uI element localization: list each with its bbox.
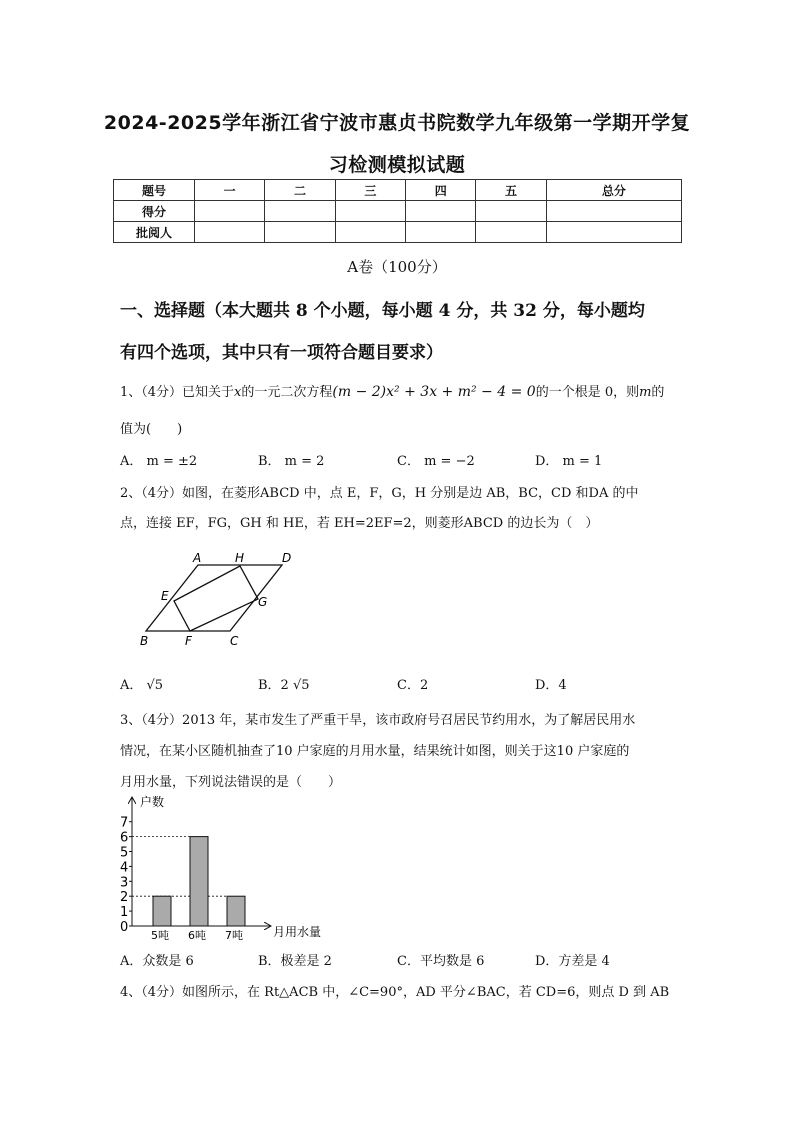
- score-cell: [406, 201, 476, 222]
- score-table-header-cell: 五: [476, 180, 546, 201]
- q1-equation: (m − 2)x² + 3x + m² − 4 = 0: [332, 384, 536, 400]
- score-cell: [406, 222, 476, 243]
- label-a: A: [193, 551, 202, 565]
- bars: [153, 837, 245, 926]
- q4-line1: 4、（4分）如图所示，在 Rt△ACB 中，∠C=90°，AD 平分∠BAC，若 CD=6，则点 D 到 AB: [120, 985, 670, 1000]
- label-h: H: [235, 551, 245, 565]
- water-usage-bar-chart: [110, 792, 350, 947]
- score-cell: [195, 222, 265, 243]
- label-g: G: [258, 595, 268, 609]
- score-cell: [265, 201, 335, 222]
- score-cell: [546, 201, 681, 222]
- label-b: B: [140, 634, 149, 648]
- y-tick-label: 1: [120, 905, 129, 921]
- section-a-heading: A卷（100分）: [347, 258, 447, 276]
- score-table-header-cell: 总分: [546, 180, 681, 201]
- y-tick-label: 0: [120, 920, 129, 935]
- q2-line2: 点，连接 EF，FG，GH 和 HE，若 EH=2EF=2，则菱形ABCD 的边长为（ ）: [120, 516, 599, 531]
- q2-line1: 2、（4分）如图，在菱形ABCD 中，点 E，F，G，H 分别是边 AB，BC，CD 和DA 的中: [120, 486, 639, 501]
- score-cell: [546, 222, 681, 243]
- y-tick-label: 7: [120, 815, 129, 831]
- score-table: [113, 179, 682, 243]
- x-tick-label: 5吨: [151, 929, 169, 942]
- score-table-header-cell: 四: [406, 180, 476, 201]
- q3-option-c: C．平均数是 6: [397, 954, 485, 969]
- score-cell: [195, 201, 265, 222]
- score-table-row-label: 批阅人: [114, 222, 195, 243]
- q2-option-d: D．4: [535, 678, 567, 693]
- score-table-header-cell: 题号: [114, 180, 195, 201]
- score-table-row: [114, 222, 682, 243]
- bar-6吨: [190, 837, 208, 926]
- score-table-header-cell: 三: [335, 180, 405, 201]
- y-tick-label: 3: [120, 875, 129, 891]
- y-tick-label: 4: [120, 860, 129, 876]
- q1-option-d: D． m = 1: [535, 454, 603, 469]
- score-table-row-label: 得分: [114, 201, 195, 222]
- bar-5吨: [153, 896, 171, 926]
- reference-dashes: [132, 837, 227, 897]
- score-table-header-cell: 一: [195, 180, 265, 201]
- label-d: D: [282, 551, 292, 565]
- x-axis-label: 月用水量: [273, 925, 322, 939]
- q1-text-tail: 的: [651, 385, 665, 400]
- x-tick-label: 7吨: [225, 929, 243, 942]
- score-cell: [335, 201, 405, 222]
- q1-option-c: C． m = −2: [397, 454, 475, 469]
- label-e: E: [161, 589, 169, 603]
- label-f: F: [185, 634, 192, 648]
- part1-heading-line1: 一、选择题（本大题共 8 个小题，每小题 4 分，共 32 分，每小题均: [120, 301, 645, 321]
- q3-line1: 3、（4分）2013 年，某市发生了严重干旱，该市政府号召居民节约用水，为了解居民用水: [120, 713, 636, 728]
- q1-var-m: m: [639, 385, 652, 400]
- y-ticks: [120, 816, 132, 935]
- exam-title-line1: 2024-2025学年浙江省宁波市惠贞书院数学九年级第一学期开学复: [103, 112, 691, 134]
- q2-option-c: C．2: [397, 678, 429, 693]
- y-tick-label: 6: [120, 830, 129, 846]
- rhombus-figure: [135, 545, 305, 653]
- part1-heading-line2: 有四个选项，其中只有一项符合题目要求）: [120, 343, 443, 363]
- y-axis-label: 户数: [140, 795, 165, 809]
- y-tick-label: 2: [120, 890, 129, 906]
- q1-prefix: 1、（4分）已知关于: [120, 385, 235, 400]
- score-table-row: [114, 201, 682, 222]
- q1-line2: 值为( ): [120, 422, 183, 437]
- q1-text-mid: 的一元二次方程: [241, 385, 333, 400]
- bar-7吨: [227, 896, 245, 926]
- score-cell: [476, 201, 546, 222]
- score-table-header-cell: 二: [265, 180, 335, 201]
- q1-line1: [120, 381, 664, 400]
- q3-option-a: A．众数是 6: [120, 954, 194, 969]
- score-cell: [476, 222, 546, 243]
- q3-option-d: D．方差是 4: [535, 954, 610, 969]
- score-table-header-row: [114, 180, 682, 201]
- exam-title-line2: 习检测模拟试题: [328, 154, 466, 176]
- q2-option-a: A． √5: [120, 678, 164, 693]
- score-cell: [335, 222, 405, 243]
- q3-line3: 月用水量，下列说法错误的是（ ）: [120, 775, 342, 790]
- q1-option-b: B． m = 2: [258, 454, 325, 469]
- q3-option-b: B．极差是 2: [258, 954, 332, 969]
- q2-option-b: B．2 √5: [258, 678, 310, 693]
- x-ticks: [151, 928, 243, 942]
- quadrilateral-ehgf: [174, 566, 258, 631]
- q1-var-x: x: [234, 385, 242, 400]
- y-tick-label: 5: [120, 845, 129, 861]
- score-cell: [265, 222, 335, 243]
- q1-text-end: 的一个根是 0，则: [535, 385, 640, 400]
- label-c: C: [230, 634, 239, 648]
- q1-option-a: A． m = ±2: [120, 454, 198, 469]
- q3-line2: 情况，在某小区随机抽查了10 户家庭的月用水量，结果统计如图，则关于这10 户家庭的: [120, 744, 630, 759]
- x-tick-label: 6吨: [188, 929, 206, 942]
